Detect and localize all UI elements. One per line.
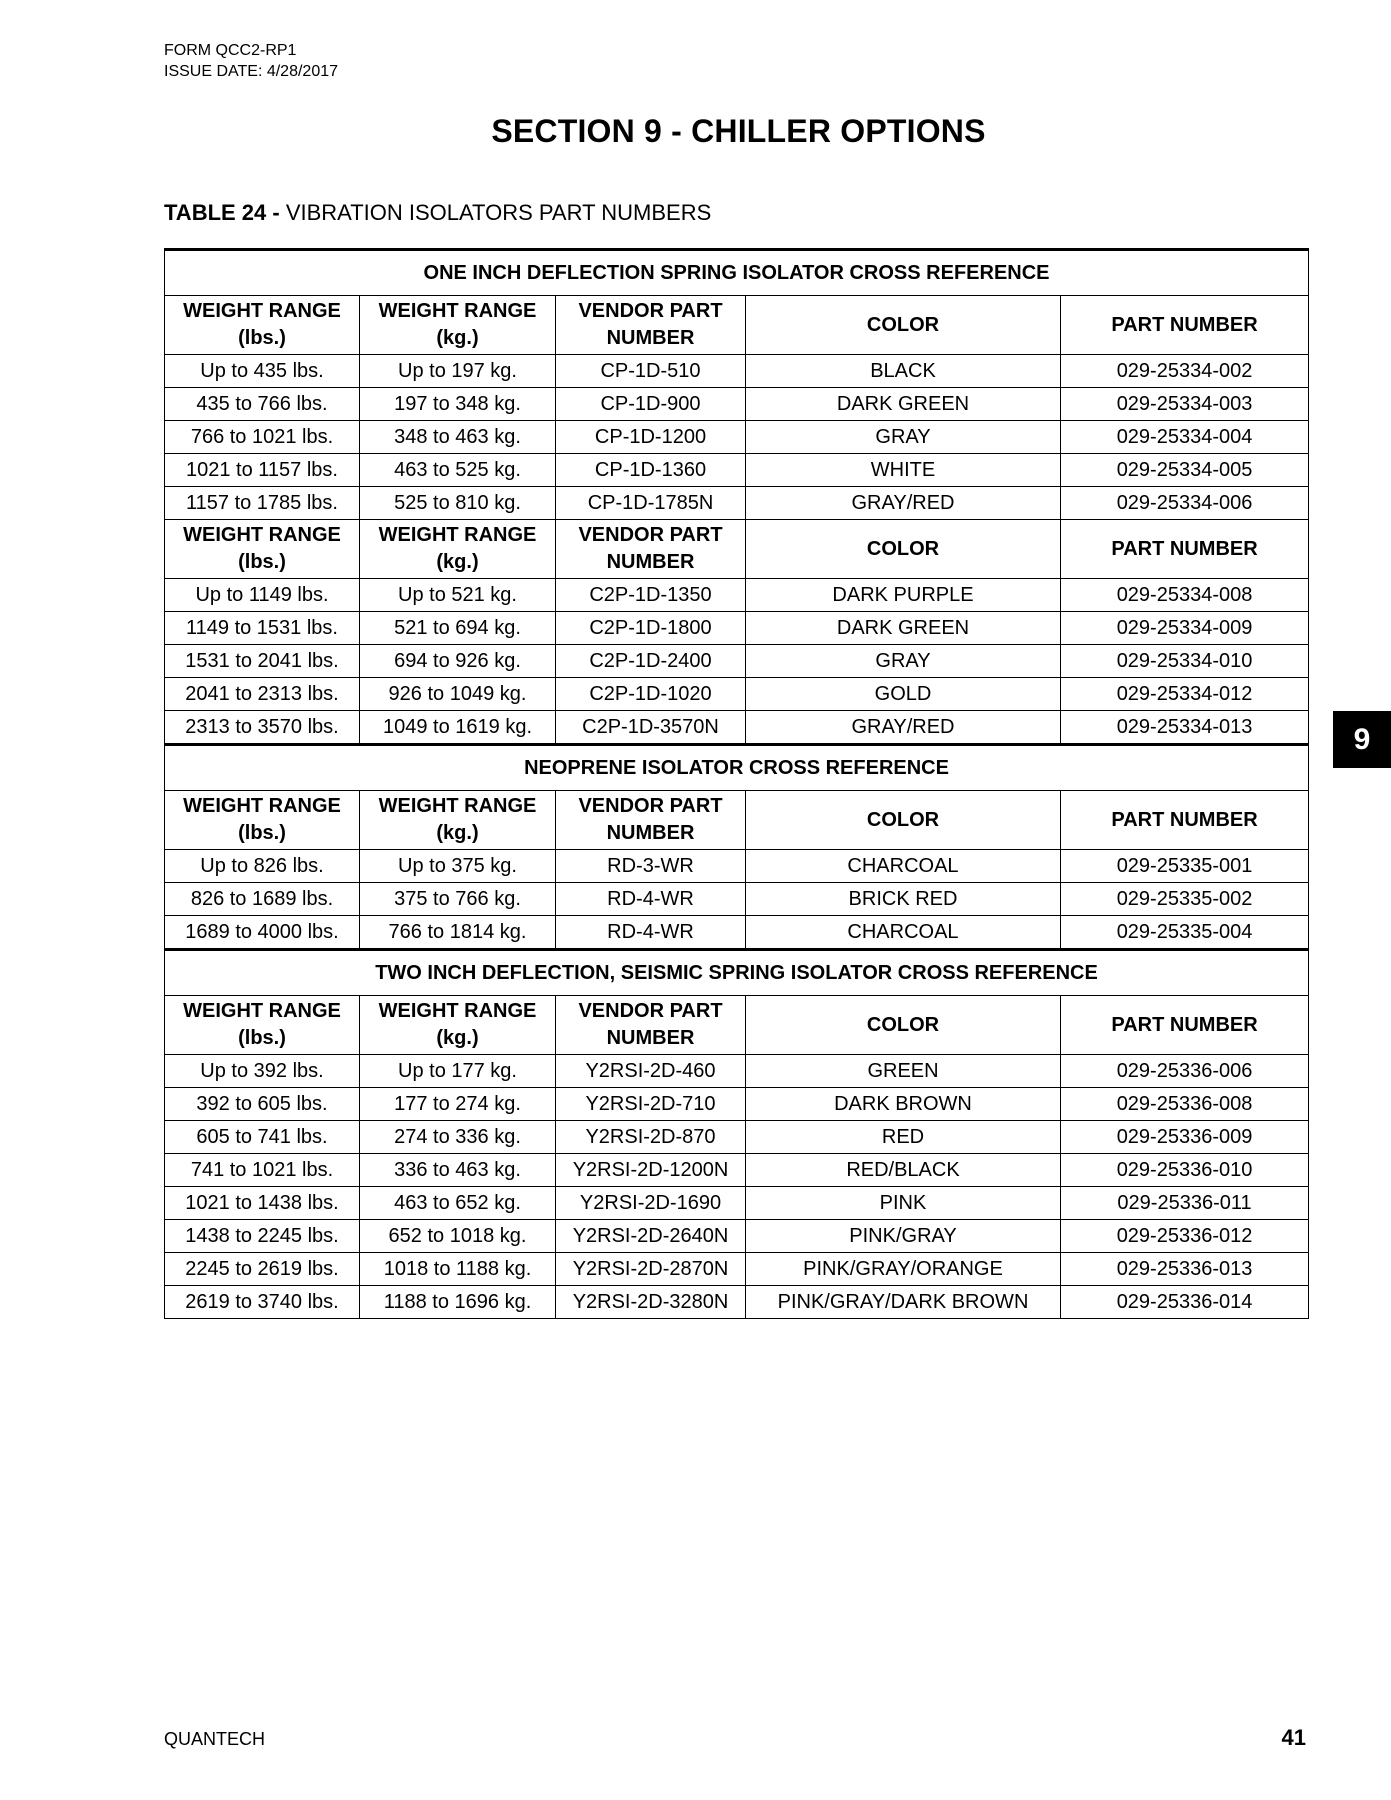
cell-weight-kg: 197 to 348 kg. — [360, 388, 556, 421]
column-header-color: COLOR — [746, 791, 1061, 850]
cell-weight-lbs: 1689 to 4000 lbs. — [165, 916, 360, 950]
column-header-weight-kg — [360, 791, 556, 850]
column-header-line: (kg.) — [436, 822, 479, 844]
cell-part-number: 029-25334-013 — [1061, 711, 1309, 745]
block-title-row — [165, 250, 1309, 296]
cell-weight-kg: 521 to 694 kg. — [360, 612, 556, 645]
block-title: TWO INCH DEFLECTION, SEISMIC SPRING ISOLATOR CROSS REFERENCE — [165, 950, 1309, 996]
table-row — [165, 1055, 1309, 1088]
column-header-line: WEIGHT RANGE — [378, 524, 537, 546]
cell-vendor-part: Y2RSI-2D-710 — [556, 1088, 746, 1121]
column-header-line: (lbs.) — [238, 822, 286, 844]
table-row — [165, 883, 1309, 916]
column-header-line: WEIGHT RANGE — [183, 795, 341, 817]
cell-part-number: 029-25336-014 — [1061, 1286, 1309, 1319]
cell-color: PINK/GRAY — [746, 1220, 1061, 1253]
block-title-row — [165, 745, 1309, 791]
table-row — [165, 1286, 1309, 1319]
cell-vendor-part: CP-1D-1200 — [556, 421, 746, 454]
cell-part-number: 029-25336-012 — [1061, 1220, 1309, 1253]
cell-color: WHITE — [746, 454, 1061, 487]
cell-vendor-part: CP-1D-510 — [556, 355, 746, 388]
table-row — [165, 579, 1309, 612]
cell-color: RED/BLACK — [746, 1154, 1061, 1187]
cell-color: DARK GREEN — [746, 612, 1061, 645]
cell-part-number: 029-25336-006 — [1061, 1055, 1309, 1088]
column-header-line: VENDOR PART — [578, 524, 723, 546]
cell-weight-lbs: 2313 to 3570 lbs. — [165, 711, 360, 745]
column-header-line: WEIGHT RANGE — [183, 1000, 341, 1022]
cell-part-number: 029-25334-002 — [1061, 355, 1309, 388]
column-header-weight-kg — [360, 996, 556, 1055]
cell-weight-lbs: 392 to 605 lbs. — [165, 1088, 360, 1121]
block-title: NEOPRENE ISOLATOR CROSS REFERENCE — [165, 745, 1309, 791]
column-header-line: (lbs.) — [238, 1027, 286, 1049]
cell-part-number: 029-25336-009 — [1061, 1121, 1309, 1154]
cell-weight-lbs: Up to 1149 lbs. — [165, 579, 360, 612]
cell-weight-lbs: Up to 826 lbs. — [165, 850, 360, 883]
column-header-line: WEIGHT RANGE — [183, 300, 341, 322]
cell-weight-kg: 274 to 336 kg. — [360, 1121, 556, 1154]
cell-color: CHARCOAL — [746, 850, 1061, 883]
cell-weight-lbs: 2245 to 2619 lbs. — [165, 1253, 360, 1286]
table-row — [165, 1121, 1309, 1154]
form-header — [164, 40, 338, 82]
cell-part-number: 029-25336-010 — [1061, 1154, 1309, 1187]
cell-weight-lbs: 2619 to 3740 lbs. — [165, 1286, 360, 1319]
column-header-line: VENDOR PART — [578, 300, 723, 322]
column-header-part-number: PART NUMBER — [1061, 520, 1309, 579]
column-header-part-number: PART NUMBER — [1061, 791, 1309, 850]
column-header-line: (lbs.) — [238, 551, 286, 573]
cell-part-number: 029-25334-004 — [1061, 421, 1309, 454]
cell-color: BLACK — [746, 355, 1061, 388]
cell-part-number: 029-25336-013 — [1061, 1253, 1309, 1286]
cell-part-number: 029-25334-012 — [1061, 678, 1309, 711]
footer-brand: QUANTECH — [164, 1729, 266, 1749]
cell-color: BRICK RED — [746, 883, 1061, 916]
cell-color: GRAY/RED — [746, 487, 1061, 520]
column-header-line: (lbs.) — [238, 327, 286, 349]
cell-vendor-part: RD-4-WR — [556, 916, 746, 950]
cell-vendor-part: CP-1D-1785N — [556, 487, 746, 520]
column-header-line: VENDOR PART — [578, 795, 723, 817]
cell-color: PINK — [746, 1187, 1061, 1220]
cell-weight-lbs: 605 to 741 lbs. — [165, 1121, 360, 1154]
cell-color: DARK BROWN — [746, 1088, 1061, 1121]
cell-color: GOLD — [746, 678, 1061, 711]
cell-weight-lbs: 1157 to 1785 lbs. — [165, 487, 360, 520]
table-row — [165, 850, 1309, 883]
cell-weight-lbs: 1438 to 2245 lbs. — [165, 1220, 360, 1253]
cell-vendor-part: C2P-1D-1800 — [556, 612, 746, 645]
cell-part-number: 029-25334-005 — [1061, 454, 1309, 487]
table-row — [165, 1088, 1309, 1121]
column-header-part-number: PART NUMBER — [1061, 296, 1309, 355]
column-header-line: NUMBER — [606, 1027, 695, 1049]
cell-vendor-part: RD-3-WR — [556, 850, 746, 883]
cell-vendor-part: C2P-1D-3570N — [556, 711, 746, 745]
column-header-line: (kg.) — [436, 1027, 479, 1049]
column-header-weight-lbs — [165, 520, 360, 579]
cell-part-number: 029-25334-009 — [1061, 612, 1309, 645]
column-header-vendor-part — [556, 791, 746, 850]
cell-vendor-part: Y2RSI-2D-460 — [556, 1055, 746, 1088]
column-header-vendor-part — [556, 520, 746, 579]
cell-weight-lbs: Up to 392 lbs. — [165, 1055, 360, 1088]
column-header-line: WEIGHT RANGE — [183, 524, 341, 546]
cell-color: PINK/GRAY/DARK BROWN — [746, 1286, 1061, 1319]
cell-vendor-part: CP-1D-1360 — [556, 454, 746, 487]
cell-vendor-part: RD-4-WR — [556, 883, 746, 916]
column-header-row — [165, 520, 1309, 579]
block-title: ONE INCH DEFLECTION SPRING ISOLATOR CROSS REFERENCE — [165, 250, 1309, 296]
cell-part-number: 029-25336-008 — [1061, 1088, 1309, 1121]
cell-weight-kg: 348 to 463 kg. — [360, 421, 556, 454]
cell-color: DARK PURPLE — [746, 579, 1061, 612]
column-header-line: NUMBER — [606, 822, 695, 844]
column-header-line: (kg.) — [436, 327, 479, 349]
cell-color: PINK/GRAY/ORANGE — [746, 1253, 1061, 1286]
column-header-color: COLOR — [746, 996, 1061, 1055]
column-header-weight-kg — [360, 296, 556, 355]
cell-weight-kg: Up to 177 kg. — [360, 1055, 556, 1088]
table-row — [165, 355, 1309, 388]
cell-weight-kg: 652 to 1018 kg. — [360, 1220, 556, 1253]
column-header-color: COLOR — [746, 520, 1061, 579]
cell-weight-lbs: 2041 to 2313 lbs. — [165, 678, 360, 711]
cell-part-number: 029-25334-003 — [1061, 388, 1309, 421]
cell-weight-lbs: 1149 to 1531 lbs. — [165, 612, 360, 645]
cell-part-number: 029-25335-002 — [1061, 883, 1309, 916]
cell-vendor-part: C2P-1D-2400 — [556, 645, 746, 678]
column-header-part-number: PART NUMBER — [1061, 996, 1309, 1055]
column-header-vendor-part — [556, 996, 746, 1055]
block-title-row — [165, 950, 1309, 996]
column-header-line: WEIGHT RANGE — [378, 795, 537, 817]
cell-part-number: 029-25336-011 — [1061, 1187, 1309, 1220]
cell-vendor-part: Y2RSI-2D-3280N — [556, 1286, 746, 1319]
cell-weight-kg: 1018 to 1188 kg. — [360, 1253, 556, 1286]
table-row — [165, 916, 1309, 950]
cell-part-number: 029-25335-001 — [1061, 850, 1309, 883]
cell-vendor-part: Y2RSI-2D-870 — [556, 1121, 746, 1154]
table-body — [165, 250, 1309, 1319]
column-header-line: NUMBER — [606, 327, 695, 349]
cell-color: GRAY — [746, 645, 1061, 678]
cell-vendor-part: Y2RSI-2D-1690 — [556, 1187, 746, 1220]
table-row — [165, 421, 1309, 454]
table-row — [165, 645, 1309, 678]
column-header-line: (kg.) — [436, 551, 479, 573]
table-row — [165, 711, 1309, 745]
cell-weight-kg: Up to 375 kg. — [360, 850, 556, 883]
cell-weight-kg: Up to 521 kg. — [360, 579, 556, 612]
column-header-line: WEIGHT RANGE — [378, 300, 537, 322]
cell-vendor-part: C2P-1D-1350 — [556, 579, 746, 612]
section-title: SECTION 9 - CHILLER OPTIONS — [491, 113, 986, 149]
cell-vendor-part: Y2RSI-2D-2870N — [556, 1253, 746, 1286]
form-number: FORM QCC2-RP1 — [164, 42, 297, 59]
cell-weight-kg: 463 to 525 kg. — [360, 454, 556, 487]
cell-weight-lbs: 1021 to 1157 lbs. — [165, 454, 360, 487]
cell-weight-kg: 177 to 274 kg. — [360, 1088, 556, 1121]
section-tab: 9 — [1333, 711, 1391, 768]
table-row — [165, 487, 1309, 520]
table-caption — [164, 200, 711, 226]
column-header-color: COLOR — [746, 296, 1061, 355]
cell-vendor-part: Y2RSI-2D-1200N — [556, 1154, 746, 1187]
cell-color: DARK GREEN — [746, 388, 1061, 421]
table-caption-text: VIBRATION ISOLATORS PART NUMBERS — [279, 200, 712, 225]
table-row — [165, 1220, 1309, 1253]
cell-weight-kg: 525 to 810 kg. — [360, 487, 556, 520]
cell-part-number: 029-25334-008 — [1061, 579, 1309, 612]
cell-vendor-part: Y2RSI-2D-2640N — [556, 1220, 746, 1253]
column-header-weight-lbs — [165, 791, 360, 850]
column-header-row — [165, 296, 1309, 355]
column-header-line: VENDOR PART — [578, 1000, 723, 1022]
column-header-weight-lbs — [165, 296, 360, 355]
table-row — [165, 1187, 1309, 1220]
table-row — [165, 454, 1309, 487]
cell-vendor-part: C2P-1D-1020 — [556, 678, 746, 711]
cell-color: GREEN — [746, 1055, 1061, 1088]
table-caption-label: TABLE 24 - — [164, 200, 280, 225]
column-header-line: WEIGHT RANGE — [378, 1000, 537, 1022]
column-header-weight-lbs — [165, 996, 360, 1055]
column-header-weight-kg — [360, 520, 556, 579]
column-header-line: NUMBER — [606, 551, 695, 573]
cell-weight-kg: 766 to 1814 kg. — [360, 916, 556, 950]
cell-color: GRAY/RED — [746, 711, 1061, 745]
column-header-row — [165, 791, 1309, 850]
cell-vendor-part: CP-1D-900 — [556, 388, 746, 421]
vibration-isolators-table — [164, 248, 1309, 1319]
cell-weight-kg: 694 to 926 kg. — [360, 645, 556, 678]
cell-color: CHARCOAL — [746, 916, 1061, 950]
cell-weight-lbs: 741 to 1021 lbs. — [165, 1154, 360, 1187]
column-header-row — [165, 996, 1309, 1055]
cell-weight-lbs: 1531 to 2041 lbs. — [165, 645, 360, 678]
cell-weight-kg: 463 to 652 kg. — [360, 1187, 556, 1220]
table-row — [165, 678, 1309, 711]
cell-color: RED — [746, 1121, 1061, 1154]
column-header-vendor-part — [556, 296, 746, 355]
page-number: 41 — [1281, 1725, 1306, 1750]
cell-weight-kg: 1188 to 1696 kg. — [360, 1286, 556, 1319]
cell-part-number: 029-25335-004 — [1061, 916, 1309, 950]
cell-weight-lbs: 826 to 1689 lbs. — [165, 883, 360, 916]
cell-weight-kg: 1049 to 1619 kg. — [360, 711, 556, 745]
table-row — [165, 388, 1309, 421]
cell-weight-lbs: 435 to 766 lbs. — [165, 388, 360, 421]
cell-part-number: 029-25334-006 — [1061, 487, 1309, 520]
cell-part-number: 029-25334-010 — [1061, 645, 1309, 678]
cell-weight-lbs: 766 to 1021 lbs. — [165, 421, 360, 454]
cell-weight-kg: Up to 197 kg. — [360, 355, 556, 388]
cell-weight-kg: 375 to 766 kg. — [360, 883, 556, 916]
cell-weight-lbs: Up to 435 lbs. — [165, 355, 360, 388]
issue-date: ISSUE DATE: 4/28/2017 — [164, 63, 339, 80]
cell-weight-kg: 336 to 463 kg. — [360, 1154, 556, 1187]
cell-color: GRAY — [746, 421, 1061, 454]
cell-weight-kg: 926 to 1049 kg. — [360, 678, 556, 711]
table-row — [165, 1253, 1309, 1286]
table-row — [165, 1154, 1309, 1187]
table-row — [165, 612, 1309, 645]
cell-weight-lbs: 1021 to 1438 lbs. — [165, 1187, 360, 1220]
